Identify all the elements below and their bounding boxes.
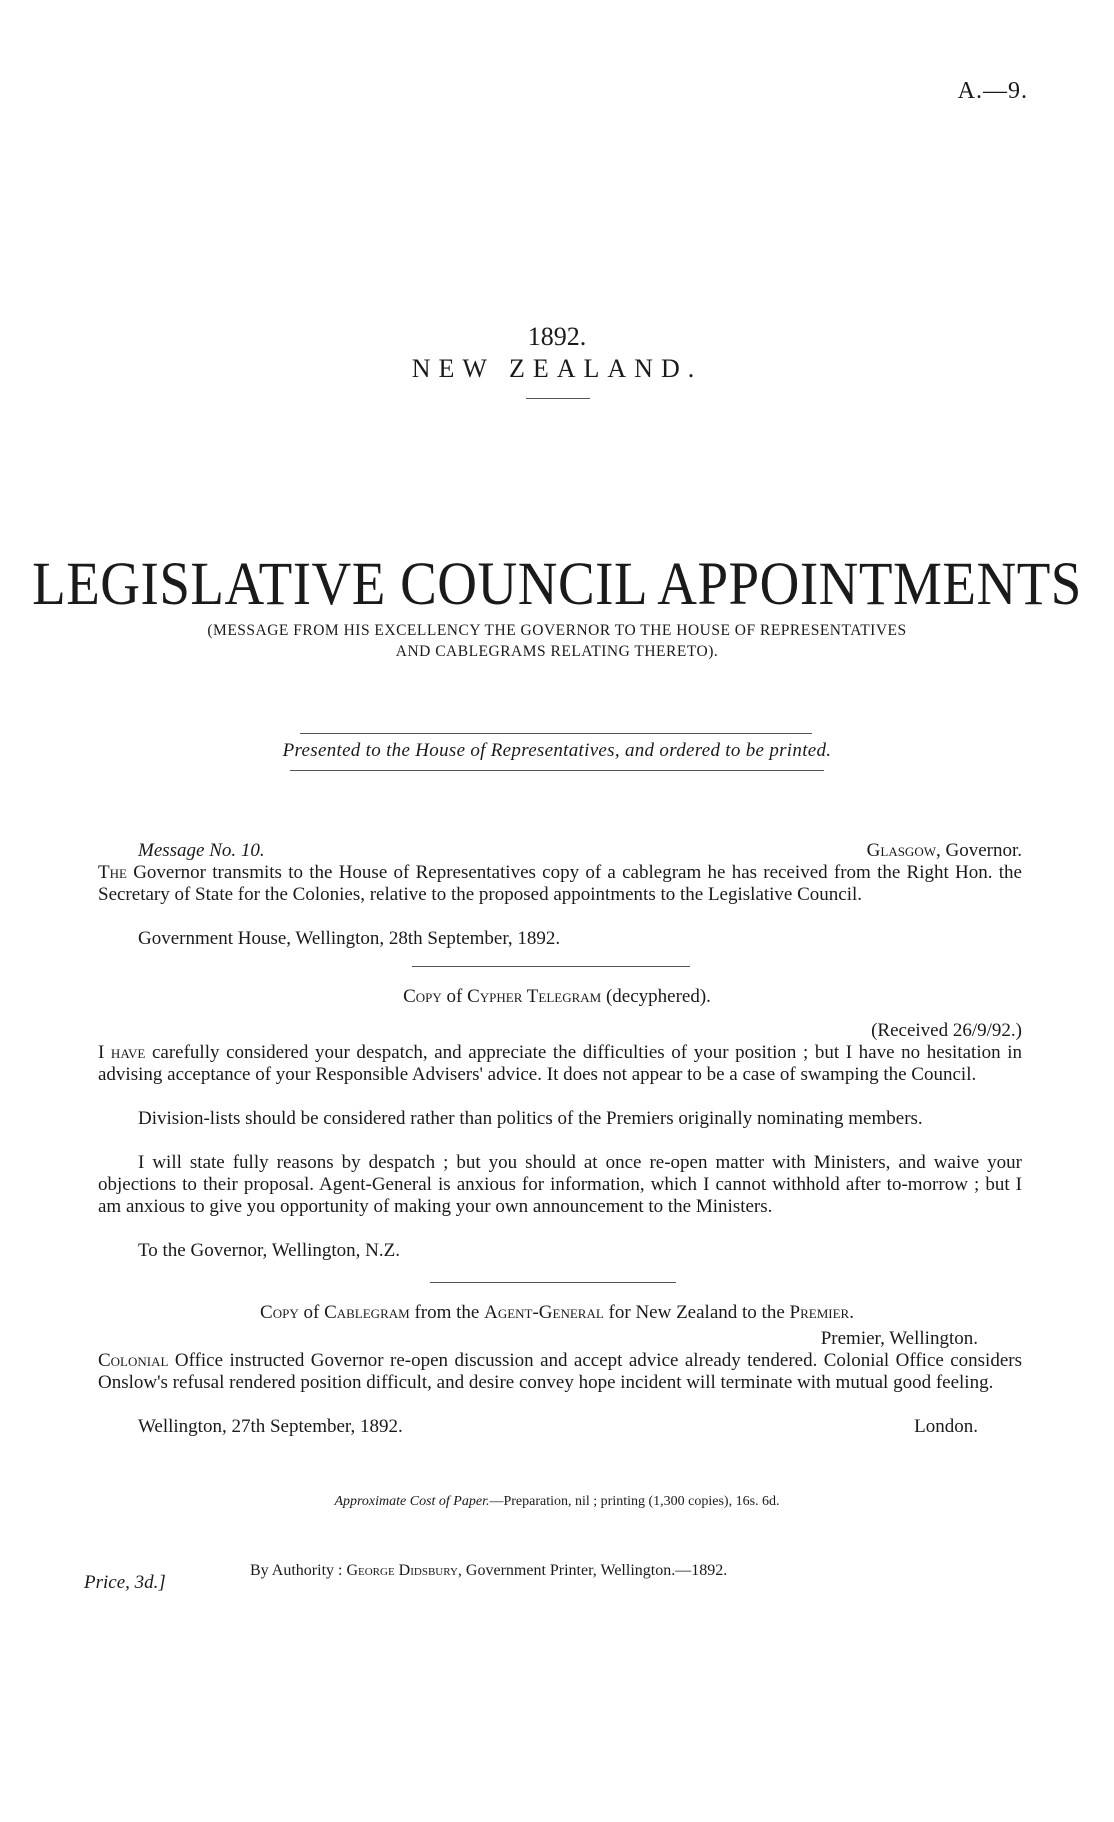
divider bbox=[430, 1282, 676, 1283]
message-body bbox=[98, 862, 1022, 906]
telegram-paragraph-1: I have carefully considered your despatch, and appreciate the difficulties of your position ; but I have no hesitation in advising acceptance of your Responsible Advisers' advice. It does not appear to be a case of swamping the Council. bbox=[98, 1042, 1022, 1085]
lead-word: The bbox=[98, 862, 127, 883]
printer-authority: By Authority : George Didsbury, Government Printer, Wellington.—1892. bbox=[250, 1562, 728, 1579]
price: Price, 3d.] bbox=[84, 1572, 166, 1593]
signatory-title: , Governor. bbox=[935, 840, 1022, 861]
cablegram-origin: London. bbox=[914, 1416, 978, 1437]
cablegram-heading: Copy of Cablegram from the Agent-General for New Zealand to the Premier. bbox=[260, 1302, 854, 1323]
divider bbox=[300, 733, 812, 734]
telegram-paragraph-2: Division-lists should be considered rather than politics of the Premiers originally nominating members. bbox=[138, 1108, 923, 1129]
cablegram-addressee: Premier, Wellington. bbox=[820, 1328, 978, 1349]
message-signatory bbox=[867, 840, 1022, 862]
cost-note: Approximate Cost of Paper.—Preparation, nil ; printing (1,300 copies), 16s. 6d. bbox=[334, 1494, 780, 1509]
telegram-paragraph-3: I will state fully reasons by despatch ; but you should at once re-open matter with Ministers, and waive your objections to their proposal. Agent-General is anxious for information, which I cannot withhold after to-morrow ; but I am anxious to give you opportunity of making your own announcement to the Ministers. bbox=[98, 1152, 1022, 1217]
telegram-heading: Copy of Cypher Telegram (decyphered). bbox=[403, 986, 711, 1007]
divider bbox=[290, 770, 824, 771]
cablegram-dateline: Wellington, 27th September, 1892. bbox=[138, 1416, 403, 1437]
subtitle-line-2: AND CABLEGRAMS RELATING THERETO). bbox=[395, 643, 719, 660]
subtitle-line-1: (MESSAGE FROM HIS EXCELLENCY THE GOVERNOR TO THE HOUSE OF REPRESENTATIVES bbox=[207, 622, 907, 639]
telegram-address: To the Governor, Wellington, N.Z. bbox=[138, 1240, 400, 1261]
message-number: Message No. 10. bbox=[138, 840, 265, 861]
country: NEW ZEALAND. bbox=[411, 354, 703, 383]
divider bbox=[526, 398, 590, 399]
message-text: Governor transmits to the House of Representatives copy of a cablegram he has received from the Right Hon. the Secretary of State for the Colonies, relative to the proposed appointments to the Legislative Council. bbox=[98, 862, 1022, 905]
message-dateline: Government House, Wellington, 28th September, 1892. bbox=[138, 928, 561, 949]
document-title: LEGISLATIVE COUNCIL APPOINTMENTS bbox=[32, 549, 1082, 618]
signatory-name: Glasgow bbox=[866, 840, 936, 861]
telegram-received: (Received 26/9/92.) bbox=[871, 1020, 1022, 1041]
year: 1892. bbox=[527, 322, 587, 351]
divider bbox=[412, 966, 690, 967]
doc-reference: A.—9. bbox=[957, 78, 1028, 104]
cablegram-body: Colonial Office instructed Governor re-open discussion and accept advice already tendered. Colonial Office considers Onslow's refusal rendered position difficult, and desire convey hope incident will terminate with mutual good feeling. bbox=[98, 1350, 1022, 1393]
presentation-note: Presented to the House of Representatives, and ordered to be printed. bbox=[282, 740, 832, 761]
